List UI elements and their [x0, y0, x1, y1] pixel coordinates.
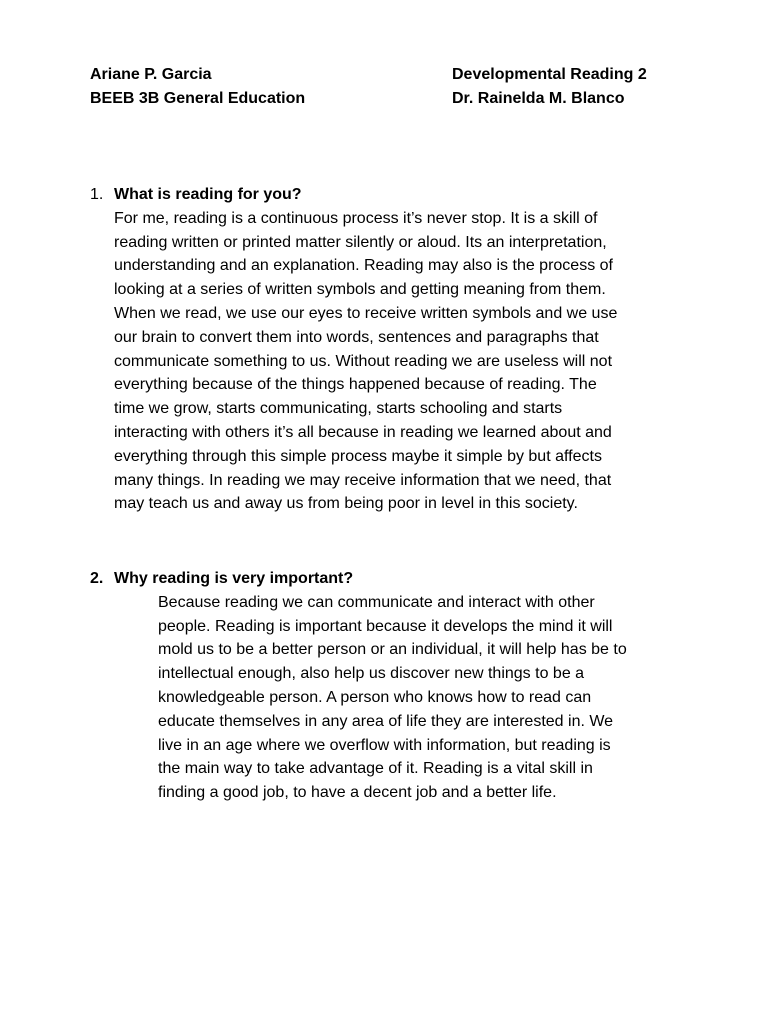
question-1-title: What is reading for you? [114, 186, 302, 203]
question-1-answer [114, 207, 674, 516]
answer-line: reading written or printed matter silently or aloud. Its an interpretation, [114, 233, 607, 251]
answer-line: time we grow, starts communicating, starts schooling and starts [114, 400, 563, 418]
answer-line: our brain to convert them into words, sentences and paragraphs that [114, 328, 599, 346]
answer-line: communicate something to us. Without reading we are useless will not [114, 352, 613, 370]
answer-line: When we read, we use our eyes to receive written symbols and we use [114, 304, 618, 322]
question-2 [90, 567, 690, 805]
question-2-heading [90, 567, 690, 591]
subject-title: Developmental Reading 2 [452, 66, 647, 83]
answer-line: everything because of the things happened because of reading. The [114, 376, 597, 394]
question-2-number: 2. [90, 570, 104, 587]
answer-line: finding a good job, to have a decent job and a better life. [158, 784, 557, 802]
answer-line: understanding and an explanation. Reading may also is the process of [114, 257, 613, 275]
student-name: Ariane P. Garcia [90, 66, 212, 83]
question-1-number: 1. [90, 186, 104, 203]
answer-line: looking at a series of written symbols and getting meaning from them. [114, 281, 606, 299]
answer-line: the main way to take advantage of it. Reading is a vital skill in [158, 760, 593, 778]
answer-line: everything through this simple process maybe it simple by but affects [114, 447, 602, 465]
answer-line: interacting with others it’s all because in reading we learned about and [114, 423, 612, 441]
question-1-heading [90, 183, 690, 207]
answer-line: mold us to be a better person or an individual, it will help has be to [158, 641, 627, 659]
question-2-answer [158, 591, 678, 805]
instructor-name: Dr. Rainelda M. Blanco [452, 90, 625, 107]
student-course: BEEB 3B General Education [90, 90, 306, 107]
header-right [452, 63, 647, 111]
question-1 [90, 183, 690, 516]
answer-line: Because reading we can communicate and interact with other [158, 593, 595, 611]
answer-line: For me, reading is a continuous process it’s never stop. It is a skill of [114, 209, 598, 227]
answer-line: live in an age where we overflow with information, but reading is [158, 736, 611, 754]
answer-line: people. Reading is important because it develops the mind it will [158, 617, 613, 635]
answer-line: many things. In reading we may receive information that we need, that [114, 471, 612, 489]
answer-line: knowledgeable person. A person who knows how to read can [158, 688, 592, 706]
answer-line: educate themselves in any area of life they are interested in. We [158, 712, 614, 730]
answer-line: may teach us and away us from being poor in level in this society. [114, 495, 578, 513]
answer-line: intellectual enough, also help us discover new things to be a [158, 665, 585, 683]
header-left [90, 63, 305, 111]
question-2-title: Why reading is very important? [114, 570, 354, 587]
